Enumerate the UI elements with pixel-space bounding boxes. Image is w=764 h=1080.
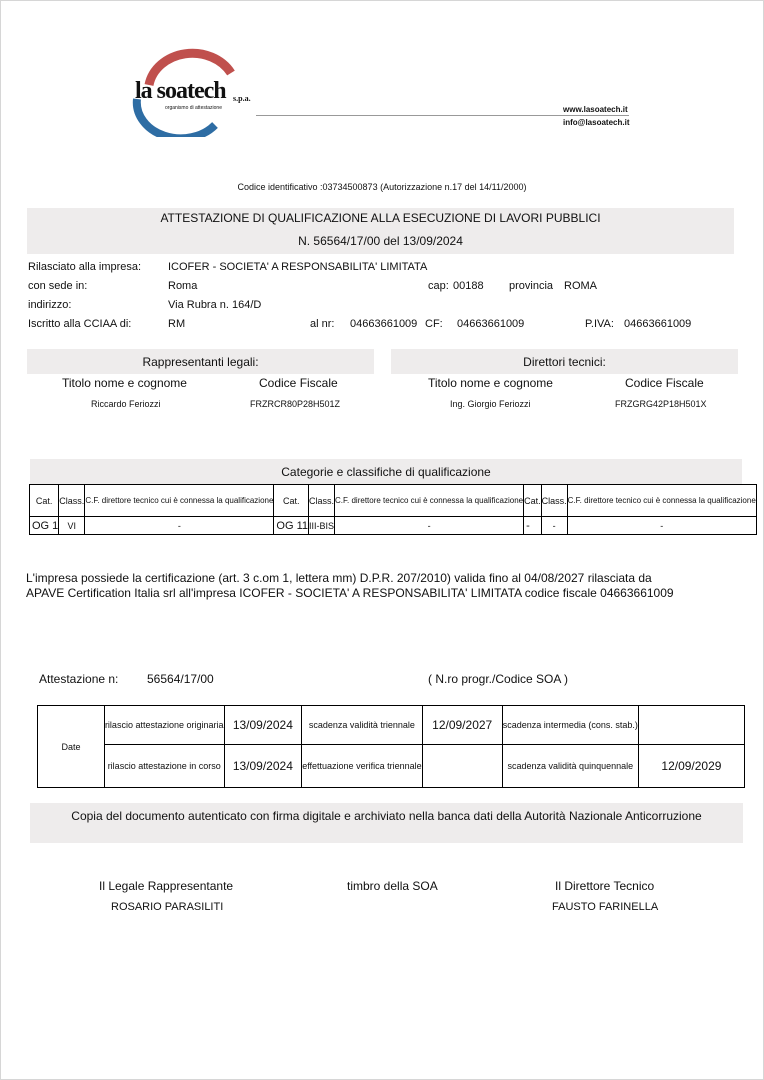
cat-cell: OG 11 [274, 517, 309, 535]
website-link[interactable]: www.lasoatech.it [563, 105, 628, 114]
direttori-col-cf: Codice Fiscale [625, 376, 704, 390]
cat-cell: - [524, 517, 542, 535]
class-cell: - [541, 517, 567, 535]
cf-cell: - [335, 517, 524, 535]
indirizzo-label: indirizzo: [28, 299, 72, 311]
cf-label: CF: [425, 318, 443, 330]
sede-value: Roma [168, 280, 198, 292]
sede-label: con sede in: [28, 280, 88, 292]
cf-cell: - [567, 517, 756, 535]
company-logo [131, 45, 271, 137]
piva-value: 04663661009 [624, 318, 692, 330]
col-cat-2: Cat. [274, 485, 309, 517]
copia-note-box [30, 803, 743, 843]
legali-header-box [27, 349, 374, 374]
provincia-value: ROMA [564, 280, 597, 292]
cciaa-value: RM [168, 318, 186, 330]
legale-signature-name: ROSARIO PARASILITI [111, 901, 224, 913]
scadenza-triennale-label: scadenza validità triennale [302, 706, 422, 745]
categorie-header: Categorie e classifiche di qualificazione [281, 465, 491, 479]
direttori-header: Direttori tecnici: [523, 355, 606, 369]
direttori-col-name: Titolo nome e cognome [428, 376, 553, 390]
scadenza-intermedia-label: scadenza intermedia (cons. stab.) [502, 706, 638, 745]
categorie-table [29, 484, 757, 535]
codice-identificativo: Codice identificativo :03734500873 (Autorizzazione n.17 del 14/11/2000) [237, 182, 527, 192]
verifica-value [422, 745, 502, 788]
legale-cf: FRZRCR80P28H501Z [250, 399, 341, 409]
rilascio-originaria-label: rilascio attestazione originaria [104, 706, 224, 745]
copia-note: Copia del documento autenticato con firma digitale e archiviato nella banca dati della Autorità Nazionale Anticorruzione [71, 809, 702, 823]
legali-col-name: Titolo nome e cognome [62, 376, 187, 390]
email-link[interactable]: info@lasoatech.it [563, 118, 630, 127]
company-name: ICOFER - SOCIETA' A RESPONSABILITA' LIMITATA [168, 261, 428, 273]
scadenza-intermedia-value [638, 706, 744, 745]
table-row [30, 517, 757, 535]
cf-cell: - [85, 517, 274, 535]
page-title: ATTESTAZIONE DI QUALIFICAZIONE ALLA ESECUZIONE DI LAVORI PUBBLICI [160, 211, 601, 225]
col-cf-3: C.F. direttore tecnico cui è connessa la qualificazione [567, 485, 756, 517]
direttore-signature-label: Il Direttore Tecnico [555, 879, 655, 893]
cciaa-label: Iscritto alla CCIAA di: [28, 318, 132, 330]
date-row [38, 706, 745, 745]
certificazione-line2: APAVE Certification Italia srl all'impresa ICOFER - SOCIETA' A RESPONSABILITA' LIMITATA codice fiscale 04663661009 [26, 586, 674, 600]
timbro-label: timbro della SOA [347, 879, 438, 893]
direttore-cf: FRZGRG42P18H501X [615, 399, 707, 409]
header-divider [256, 115, 629, 116]
logo-text: la soatech [135, 78, 226, 104]
direttore-signature-name: FAUSTO FARINELLA [552, 901, 659, 913]
indirizzo-value: Via Rubra n. 164/D [168, 299, 262, 311]
attestazione-value: 56564/17/00 [147, 672, 214, 686]
verifica-label: effettuazione verifica triennale [302, 745, 422, 788]
attestation-number: N. 56564/17/00 del 13/09/2024 [298, 234, 463, 248]
scadenza-triennale-value: 12/09/2027 [422, 706, 502, 745]
rilasciato-label: Rilasciato alla impresa: [28, 261, 142, 273]
certificazione-line1: L'impresa possiede la certificazione (art. 3 c.om 1, lettera mm) D.P.R. 207/2010) valida fino al 04/08/2027 rilasciata da [26, 571, 652, 585]
legale-name: Riccardo Feriozzi [91, 399, 161, 409]
categorie-header-box [30, 459, 742, 484]
rilascio-corso-label: rilascio attestazione in corso [104, 745, 224, 788]
col-class-1: Class. [59, 485, 85, 517]
scadenza-quinquennale-label: scadenza validità quinquennale [502, 745, 638, 788]
rilascio-originaria-value: 13/09/2024 [224, 706, 302, 745]
date-table [37, 705, 745, 788]
class-cell: VI [59, 517, 85, 535]
class-cell: III-BIS [309, 517, 335, 535]
col-class-3: Class. [541, 485, 567, 517]
col-cat-3: Cat. [524, 485, 542, 517]
legale-signature-label: Il Legale Rappresentante [99, 879, 234, 893]
attestazione-label: Attestazione n: [39, 672, 119, 686]
direttore-name: Ing. Giorgio Feriozzi [450, 399, 531, 409]
direttori-header-box [391, 349, 738, 374]
cf-value: 04663661009 [457, 318, 525, 330]
legali-header: Rappresentanti legali: [142, 355, 259, 369]
date-label: Date [38, 706, 105, 788]
col-cf-1: C.F. direttore tecnico cui è connessa la qualificazione [85, 485, 274, 517]
cap-label: cap: [428, 280, 449, 292]
title-box [27, 208, 734, 254]
provincia-label: provincia [509, 280, 554, 292]
date-row [38, 745, 745, 788]
scadenza-quinquennale-value: 12/09/2029 [638, 745, 744, 788]
logo-tagline: organismo di attestazione [165, 105, 222, 111]
alnr-value: 04663661009 [350, 318, 418, 330]
alnr-label: al nr: [310, 318, 335, 330]
cap-value: 00188 [453, 280, 484, 292]
col-class-2: Class. [309, 485, 335, 517]
rilascio-corso-value: 13/09/2024 [224, 745, 302, 788]
col-cat-1: Cat. [30, 485, 59, 517]
logo-suffix: s.p.a. [233, 94, 251, 103]
categorie-header-row [30, 485, 757, 517]
piva-label: P.IVA: [585, 318, 614, 330]
attestazione-note: ( N.ro progr./Codice SOA ) [428, 672, 569, 686]
col-cf-2: C.F. direttore tecnico cui è connessa la qualificazione [335, 485, 524, 517]
legali-col-cf: Codice Fiscale [259, 376, 338, 390]
cat-cell: OG 1 [30, 517, 59, 535]
